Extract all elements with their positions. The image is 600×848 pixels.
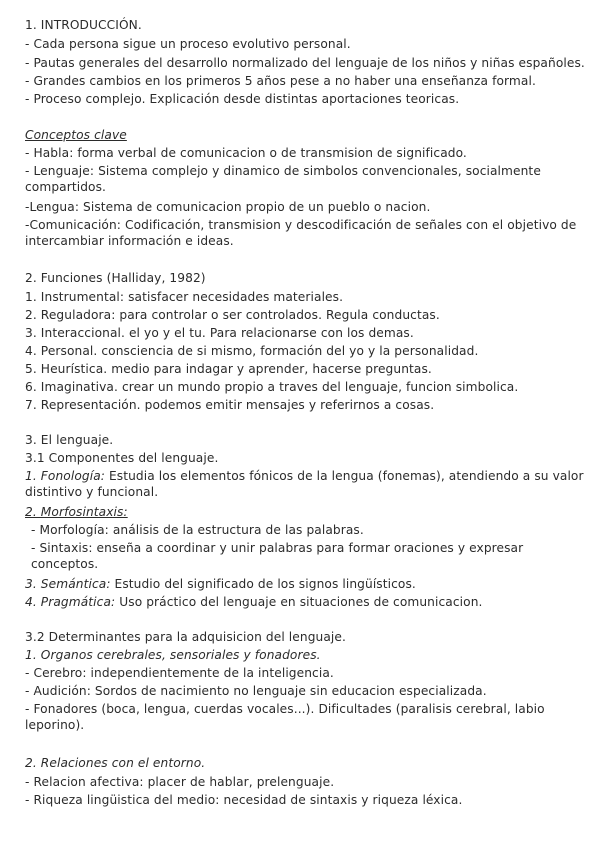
concepto-item: - Habla: forma verbal de comunicacion o de transmision de significado. — [25, 146, 467, 160]
sintaxis-item: - Sintaxis: enseña a coordinar y unir palabras para formar oraciones y expresar conceptos. — [31, 541, 524, 571]
intro-item: - Proceso complejo. Explicación desde distintas aportaciones teoricas. — [25, 92, 460, 106]
funcion-item: 4. Personal. consciencia de si mismo, formación del yo y la personalidad. — [25, 344, 479, 358]
organos-text: 1. Organos cerebrales, sensoriales y fonadores. — [25, 648, 321, 662]
intro-item: - Cada persona sigue un proceso evolutivo personal. — [25, 37, 351, 51]
pragmatica-text: Uso práctico del lenguaje en situaciones de comunicacion. — [115, 595, 483, 609]
intro-item: - Pautas generales del desarrollo normalizado del lenguaje de los niños y niñas españoles. — [25, 56, 585, 70]
intro-item: - Grandes cambios en los primeros 5 años pese a no haber una enseñanza formal. — [25, 74, 536, 88]
semantica-label: 3. Semántica: — [25, 577, 111, 591]
funcion-item: 1. Instrumental: satisfacer necesidades materiales. — [25, 290, 344, 304]
relacion-item: - Riqueza lingüistica del medio: necesidad de sintaxis y riqueza léxica. — [25, 793, 463, 807]
componentes-subheading: 3.1 Componentes del lenguaje. — [25, 451, 219, 465]
morfologia-item: - Morfología: análisis de la estructura de las palabras. — [31, 523, 364, 537]
concepto-item: -Lengua: Sistema de comunicacion propio de un pueblo o nacion. — [25, 200, 431, 214]
funcion-item: 3. Interaccional. el yo y el tu. Para relacionarse con los demas. — [25, 326, 414, 340]
funcion-item: 6. Imaginativa. crear un mundo propio a traves del lenguaje, funcion simbolica. — [25, 380, 519, 394]
determinantes-heading: 3.2 Determinantes para la adquisicion del lenguaje. — [25, 630, 346, 644]
morfosintaxis-label: 2. Morfosintaxis: — [25, 505, 128, 519]
determinante-item: - Fonadores (boca, lengua, cuerdas vocales...). Dificultades (paralisis cerebral, labio leporino). — [25, 702, 545, 732]
semantica-text: Estudio del significado de los signos lingüísticos. — [110, 577, 416, 591]
lenguaje-heading: 3. El lenguaje. — [25, 433, 114, 447]
relaciones-subheading — [25, 755, 586, 771]
pragmatica-label: 4. Pragmática: — [25, 595, 116, 609]
organos-subheading — [25, 647, 586, 663]
conceptos-heading-text: Conceptos clave — [25, 128, 127, 142]
determinante-item: - Audición: Sordos de nacimiento no lenguaje sin educacion especializada. — [25, 684, 487, 698]
intro-heading: 1. INTRODUCCIÓN. — [25, 18, 142, 32]
determinante-item: - Cerebro: independientemente de la inteligencia. — [25, 666, 334, 680]
relacion-item: - Relacion afectiva: placer de hablar, prelenguaje. — [25, 775, 335, 789]
conceptos-heading — [25, 127, 586, 143]
funcion-item: 2. Reguladora: para controlar o ser controlados. Regula conductas. — [25, 308, 440, 322]
fonologia-label: 1. Fonología: — [25, 469, 105, 483]
concepto-item: - Lenguaje: Sistema complejo y dinamico de simbolos convencionales, socialmente compartidos. — [25, 164, 541, 194]
semantica-item — [25, 576, 586, 592]
funcion-item: 7. Representación. podemos emitir mensajes y referirnos a cosas. — [25, 398, 435, 412]
pragmatica-item — [25, 594, 586, 610]
morfosintaxis-item — [25, 504, 586, 520]
fonologia-text: Estudia los elementos fónicos de la lengua (fonemas), atendiendo a su valor distintivo y funcional. — [25, 469, 584, 499]
relaciones-text: 2. Relaciones con el entorno. — [25, 756, 206, 770]
funcion-item: 5. Heurística. medio para indagar y aprender, hacerse preguntas. — [25, 362, 432, 376]
fonologia-item — [25, 468, 586, 500]
concepto-item: -Comunicación: Codificación, transmision y descodificación de señales con el objetivo de intercambiar información e ideas. — [25, 218, 577, 248]
funciones-heading: 2. Funciones (Halliday, 1982) — [25, 271, 206, 285]
